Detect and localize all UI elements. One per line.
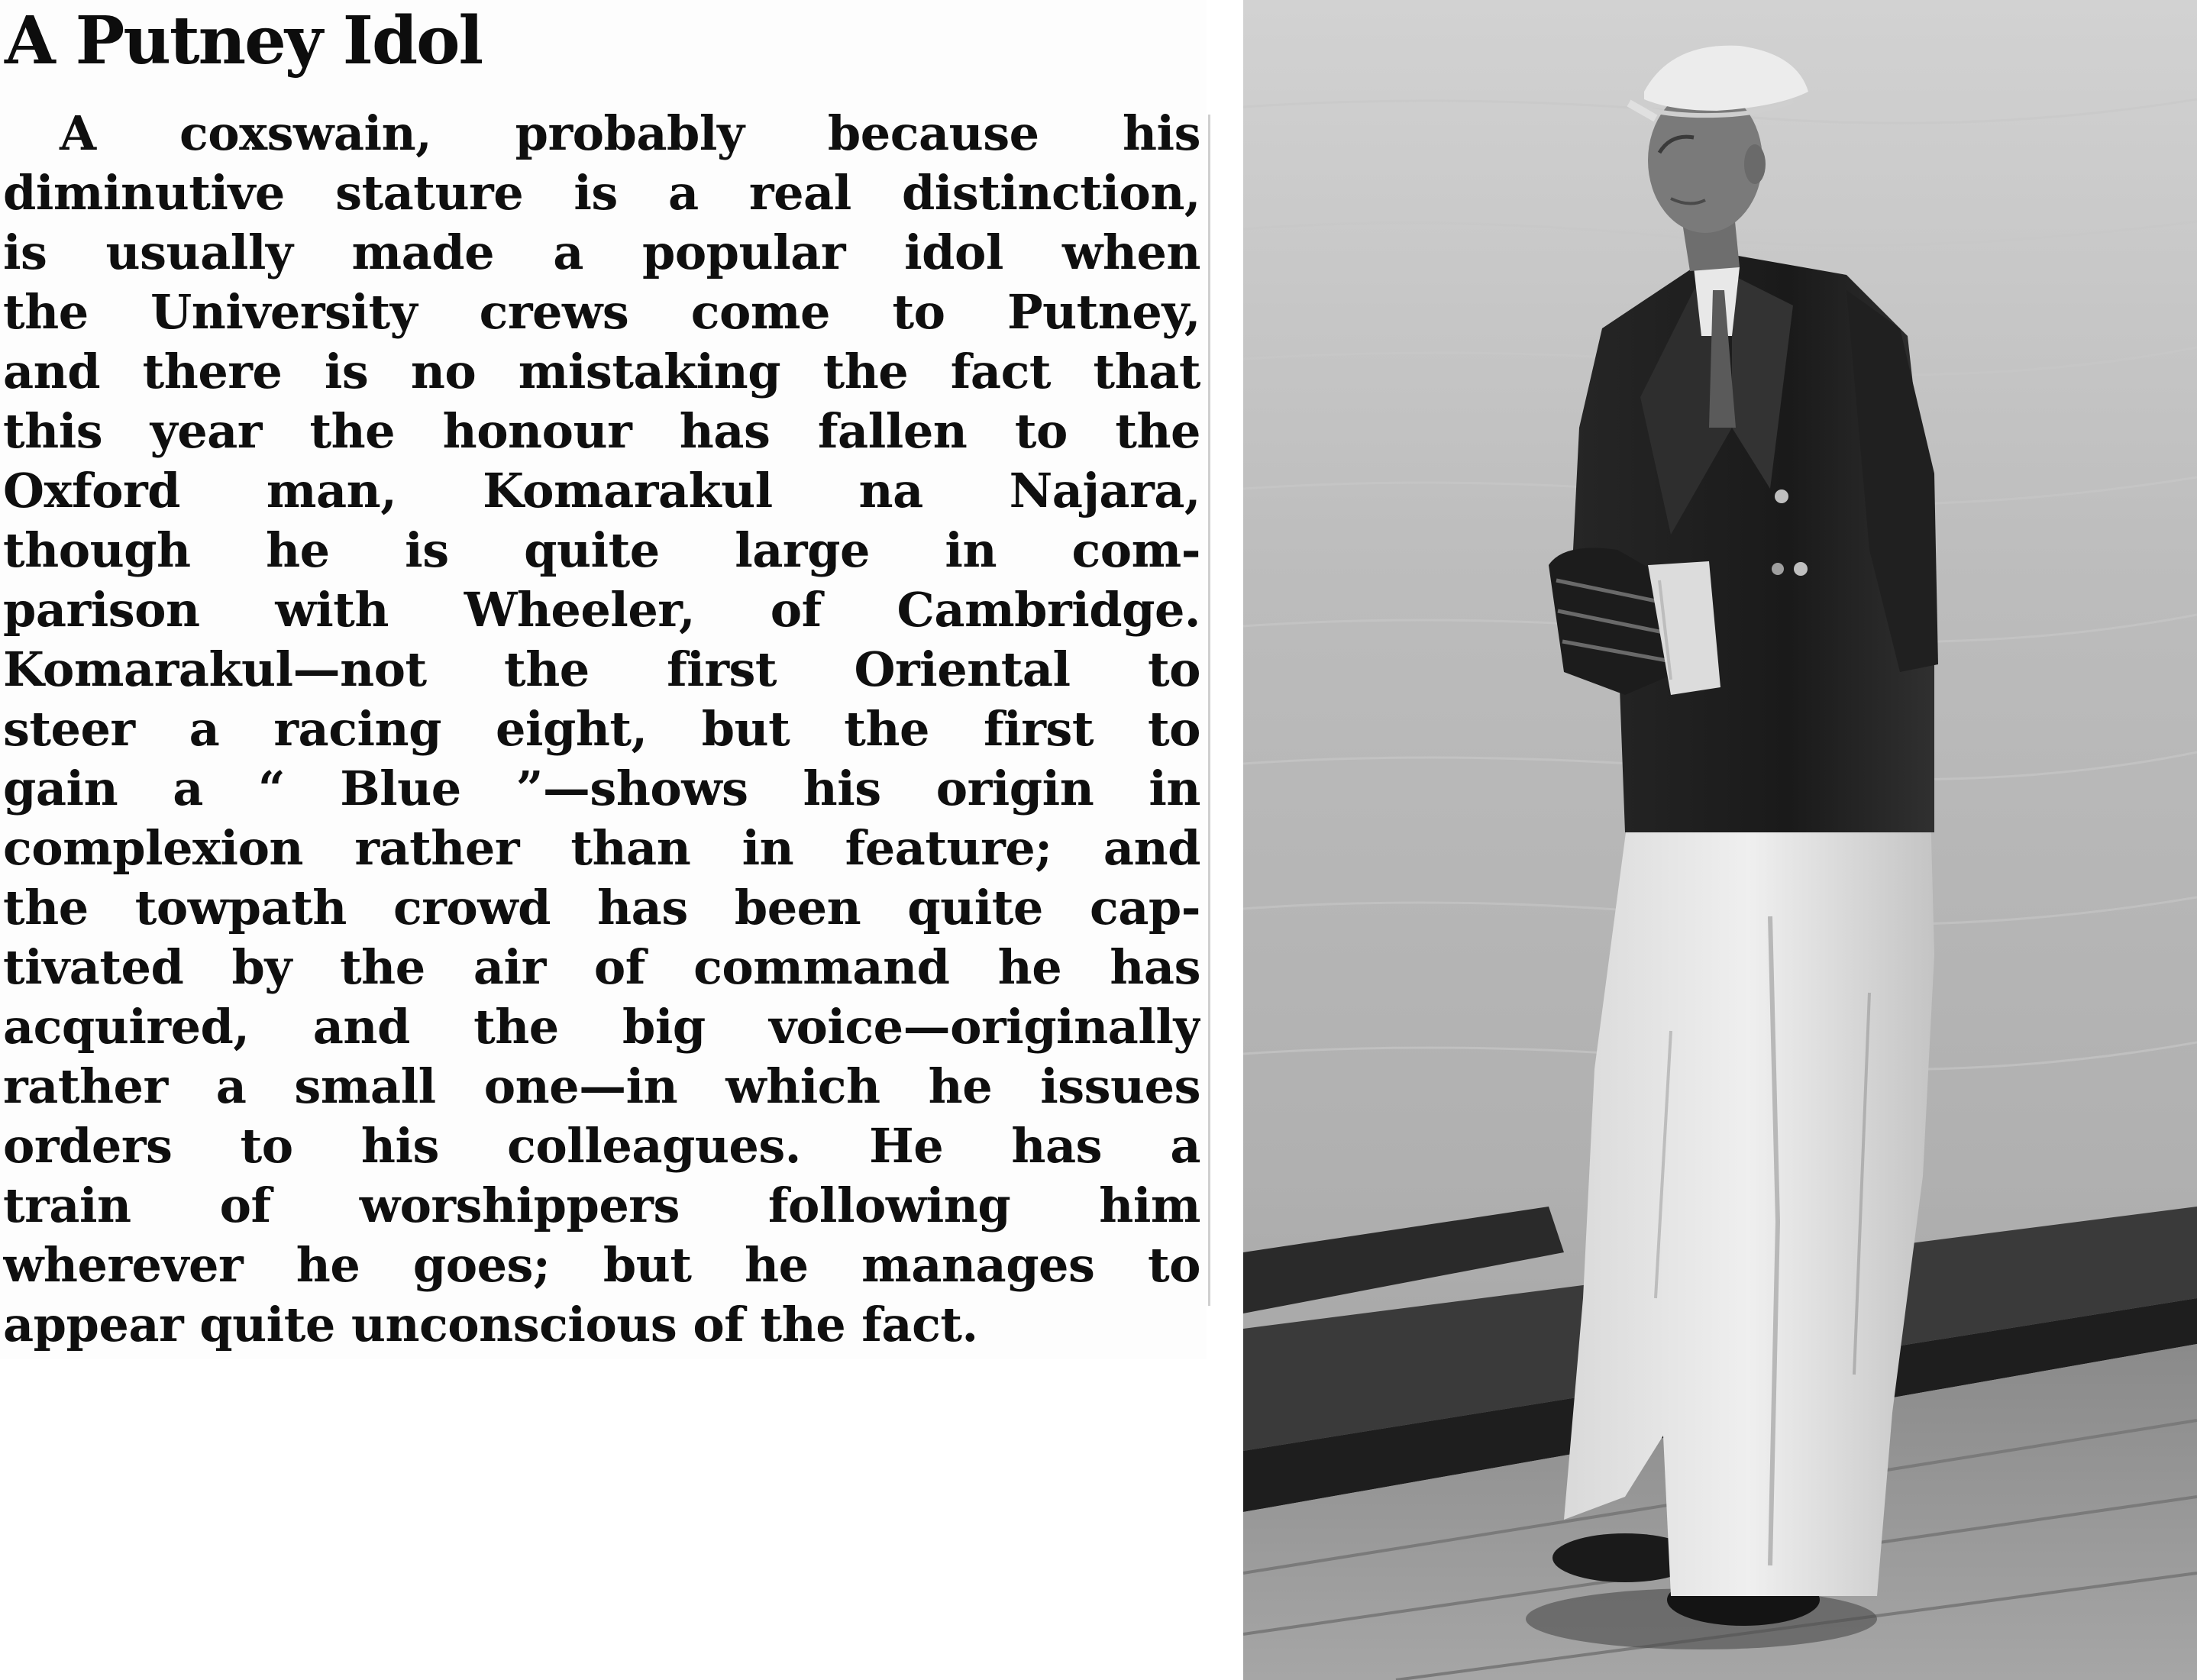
article-line: train of worshippers following him — [3, 1178, 1200, 1233]
article-line: gain a “ Blue ”—shows his origin in — [3, 761, 1200, 816]
article-line: tivated by the air of command he has — [3, 939, 1200, 995]
article-line: acquired, and the big voice—originally — [3, 999, 1200, 1055]
article-body — [3, 104, 1200, 1355]
article-line: parison with Wheeler, of Cambridge. — [3, 582, 1200, 638]
coxswain-photo — [1243, 0, 2197, 1680]
article-line: rather a small one—in which he issues — [3, 1058, 1200, 1114]
article-line: though he is quite large in com- — [3, 522, 1200, 578]
article-line: appear quite unconscious of the fact. — [3, 1297, 978, 1352]
article-line: A coxswain, probably because his — [60, 105, 1200, 161]
article-line: the towpath crowd has been quite cap- — [3, 880, 1200, 935]
article-line: and there is no mistaking the fact that — [3, 344, 1200, 399]
column-rule — [1208, 115, 1210, 1306]
article-line: complexion rather than in feature; and — [3, 820, 1200, 876]
article-line: steer a racing eight, but the first to — [3, 701, 1200, 757]
article-line: is usually made a popular idol when — [3, 225, 1200, 280]
article-headline: A Putney Idol — [5, 2, 483, 79]
newspaper-clipping — [0, 0, 1207, 1359]
article-line: this year the honour has fallen to the — [3, 403, 1200, 459]
coxswain-photo-illustration — [1243, 0, 2197, 1680]
article-line: Oxford man, Komarakul na Najara, — [3, 463, 1200, 519]
article-line: Komarakul—not the first Oriental to — [3, 641, 1200, 697]
article-line: orders to his colleagues. He has a — [3, 1118, 1200, 1174]
article-line: the University crews come to Putney, — [3, 284, 1200, 340]
article-line: diminutive stature is a real distinction, — [3, 165, 1200, 221]
article-line: wherever he goes; but he manages to — [3, 1237, 1200, 1293]
